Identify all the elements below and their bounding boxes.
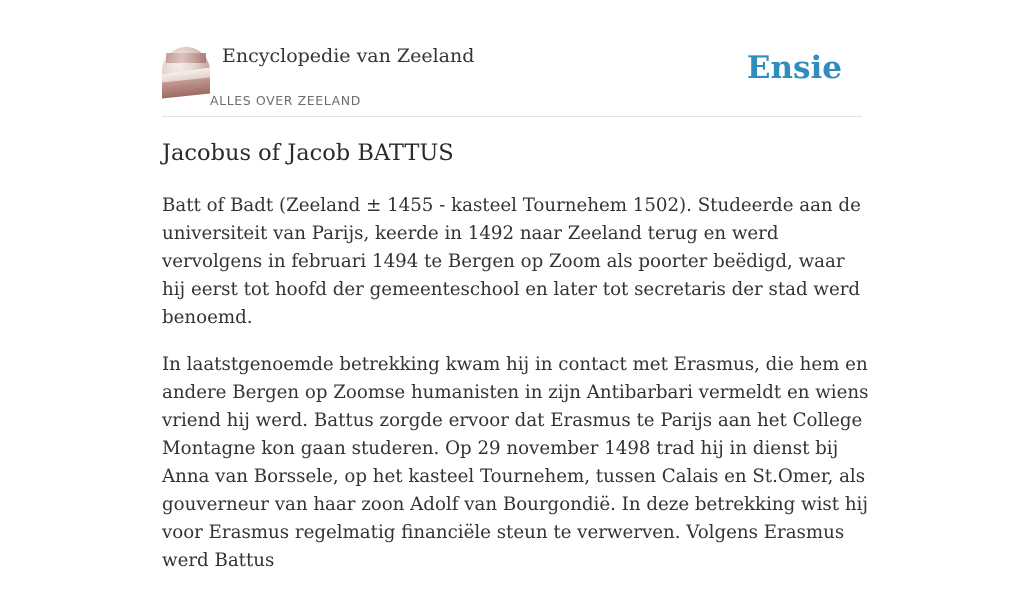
site-header [162, 0, 862, 117]
article-body [162, 192, 872, 594]
book-logo-icon[interactable] [162, 47, 210, 95]
site-subtitle: ALLES OVER ZEELAND [210, 93, 361, 108]
article-title: Jacobus of Jacob BATTUS [162, 140, 454, 166]
article-paragraph-1: Batt of Badt (Zeeland ± 1455 - kasteel Tournehem 1502). Studeerde aan de universiteit van Parijs, keerde in 1492 naar Zeeland terug en werd vervolgens in februari 1494 te Bergen op Zoom als poorter beëdigd, waar hij eerst tot hoofd der gemeenteschool en later tot secretaris der stad werd benoemd. [162, 195, 861, 328]
site-title[interactable]: Encyclopedie van Zeeland [222, 45, 475, 67]
article-paragraph-2: In laatstgenoemde betrekking kwam hij in contact met Erasmus, die hem en andere Bergen op Zoomse humanisten in zijn Antibarbari vermeldt en wiens vriend hij werd. Battus zorgde ervoor dat Erasmus te Parijs aan het College Montagne kon gaan studeren. Op 29 november 1498 trad hij in dienst bij Anna van Borssele, op het kasteel Tournehem, tussen Calais en St.Omer, als gouverneur van haar zoon Adolf van Bourgondië. In deze betrekking wist hij voor Erasmus regelmatig financiële steun te verwerven. Volgens Erasmus werd Battus [162, 354, 869, 571]
ensie-brand-link[interactable]: Ensie [746, 50, 842, 86]
page [162, 0, 869, 571]
